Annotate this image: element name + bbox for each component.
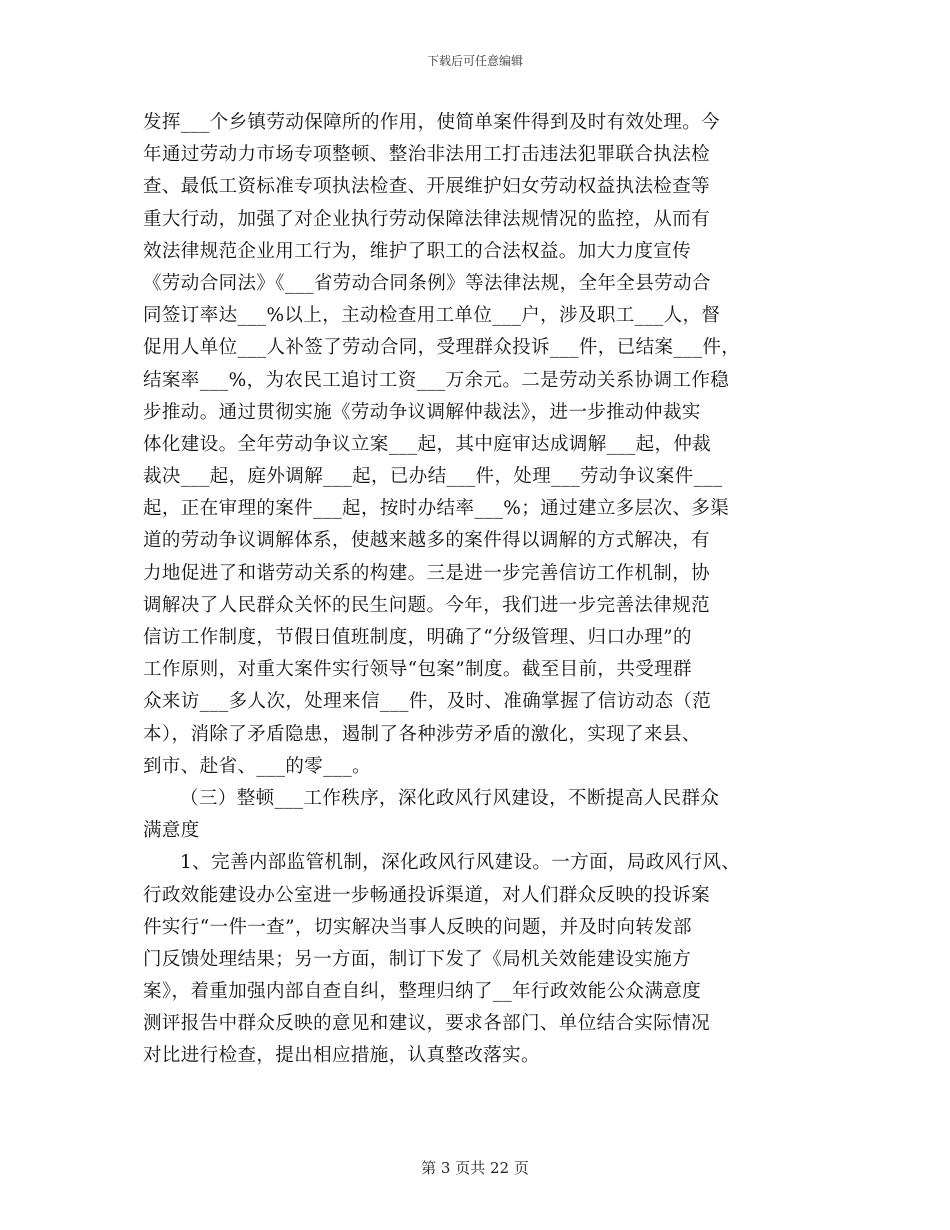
text-line: 到市、赴省、___的零___。 <box>143 755 372 777</box>
text-line: 结案率___%，为农民工追讨工资___万余元。二是劳动关系协调工作稳 <box>143 369 730 391</box>
text-line: 测评报告中群众反映的意见和建议，要求各部门、单位结合实际情况 <box>143 1013 711 1035</box>
text-line: 年通过劳动力市场专项整顿、整治非法用工打击违法犯罪联合执法检 <box>143 144 711 166</box>
text-line: 重大行动，加强了对企业执行劳动保障法律法规情况的监控，从而有 <box>143 208 711 230</box>
page-header: 下载后可任意编辑 <box>426 54 523 68</box>
text-line: 对比进行检查，提出相应措施，认真整改落实。 <box>143 1045 540 1067</box>
text-line: 力地促进了和谐劳动关系的构建。三是进一步完善信访工作机制，协 <box>143 562 711 584</box>
text-line: 调解决了人民群众关怀的民生问题。今年，我们进一步完善法律规范 <box>143 594 711 616</box>
text-line: 步推动。通过贯彻实施《劳动争议调解仲裁法》，进一步推动仲裁实 <box>143 401 701 423</box>
text-line: 众来访___多人次，处理来信___件，及时、准确掌握了信访动态（范 <box>143 691 712 713</box>
text-line: 同签订率达___%以上，主动检查用工单位___户，涉及职工___人，督 <box>143 305 721 327</box>
text-line: 信访工作制度，节假日值班制度，明确了“分级管理、归口办理”的 <box>143 627 692 648</box>
text-line: 效法律规范企业用工行为，维护了职工的合法权益。加大力度宣传 <box>143 240 692 262</box>
page-number: 第 3 页共 22 页 <box>421 1159 529 1177</box>
text-line: 行政效能建设办公室进一步畅通投诉渠道，对人们群众反映的投诉案 <box>143 884 711 906</box>
text-line: 门反馈处理结果；另一方面，制订下发了《局机关效能建设实施方 <box>143 948 692 970</box>
text-line: 本），消除了矛盾隐患，遏制了各种涉劳矛盾的激化，实现了来县、 <box>143 723 701 745</box>
section-heading-cont: 满意度 <box>143 820 200 842</box>
text-line: 查、最低工资标准专项执法检查、开展维护妇女劳动权益执法检查等 <box>143 176 711 198</box>
text-line: 起，正在审理的案件___起，按时办结率___%；通过建立多层次、多渠 <box>143 498 730 520</box>
text-line: 1、完善内部监管机制，深化政风行风建设。一方面，局政风行风、 <box>180 852 741 874</box>
text-line: 裁决___起，庭外调解___起，已办结___件，处理___劳动争议案件___ <box>143 466 723 488</box>
body-text <box>143 107 843 1073</box>
text-line: 道的劳动争议调解体系，使越来越多的案件得以调解的方式解决，有 <box>143 530 711 552</box>
text-line: 发挥___个乡镇劳动保障所的作用，使简单案件得到及时有效处理。今 <box>143 112 721 133</box>
section-heading: （三）整顿___工作秩序，深化政风行风建设，不断提高人民群众 <box>180 787 720 809</box>
text-line: 体化建设。全年劳动争议立案___起，其中庭审达成调解___起，仲裁 <box>143 433 712 455</box>
text-line: 案》，着重加强内部自查自纠，整理归纳了__年行政效能公众满意度 <box>143 981 702 1003</box>
text-line: 《劳动合同法》《___省劳动合同条例》等法律法规，全年全县劳动合 <box>143 272 711 294</box>
text-line: 促用人单位___人补签了劳动合同，受理群众投诉___件，已结案___件， <box>143 337 741 359</box>
text-line: 件实行“一件一查”，切实解决当事人反映的问题，并及时向转发部 <box>143 916 692 938</box>
text-line: 工作原则，对重大案件实行领导“包案”制度。截至目前，共受理群 <box>143 659 692 681</box>
